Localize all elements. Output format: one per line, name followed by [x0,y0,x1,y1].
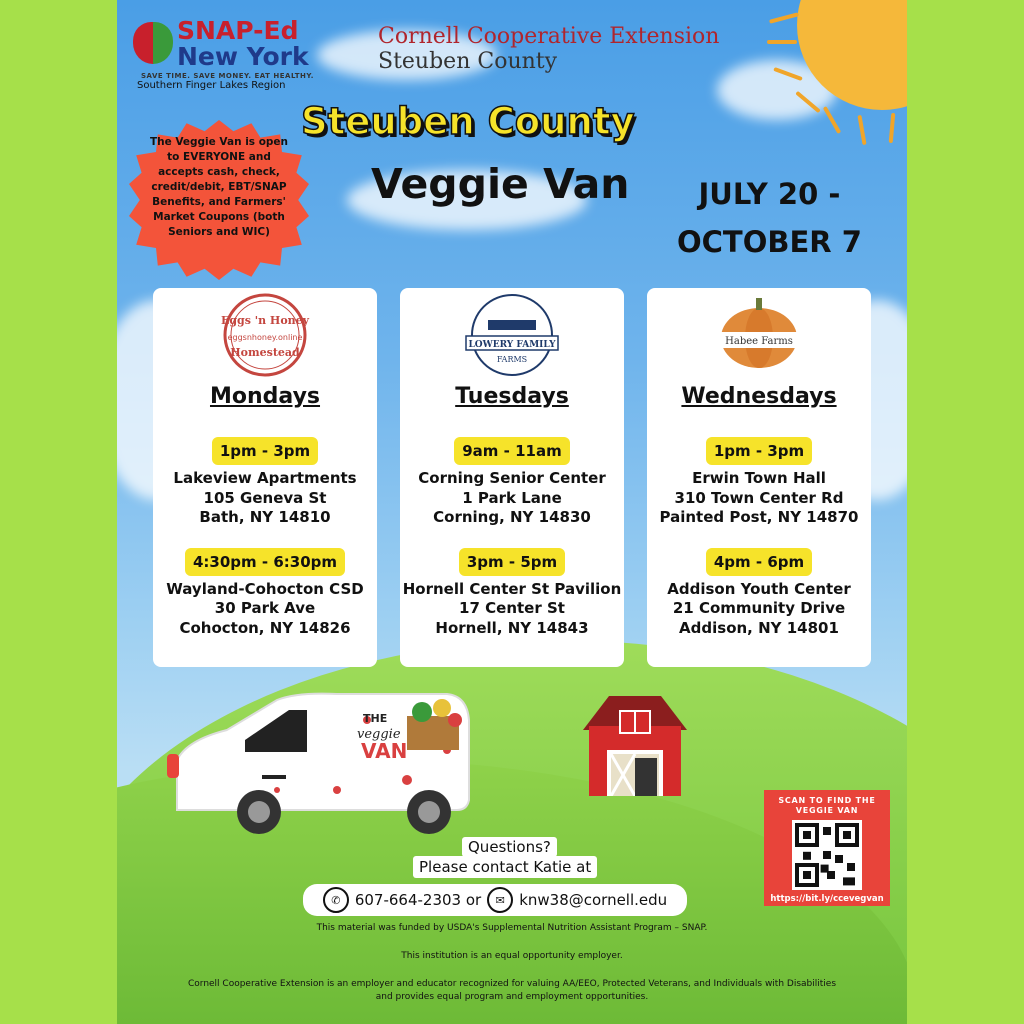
sun-ray [767,40,797,44]
cow-icon [488,320,536,330]
stop-name: Erwin Town Hall [692,469,826,487]
stop-location [400,469,624,528]
date-range [677,170,862,266]
qr-url[interactable]: https://bit.ly/ccevegvan [770,894,884,904]
time-badge: 4:30pm - 6:30pm [185,548,345,576]
stop-name: Addison Youth Center [667,579,851,598]
snap-ed-title: SNAP-Ed [177,16,299,45]
stop-location [153,469,377,528]
title-county: Steuben County [301,100,635,143]
stop-address: 21 Community Drive [672,599,846,617]
cce-name: Cornell Cooperative Extension [378,24,720,49]
eggs-n-honey-logo [153,288,377,378]
logo-text: LOWERY FAMILY [468,340,556,350]
logo-text: Habee Farms [725,336,793,347]
veggie-van-illustration [167,690,477,835]
questions-label: Questions? [462,837,557,857]
card-wednesdays [647,288,871,667]
card-tuesdays [400,288,624,667]
logo-subtext: eggsnhoney.online [227,333,303,342]
logo-text: Eggs 'n Honey [220,314,310,327]
barn-icon [579,688,691,796]
lowery-family-farms-logo [400,288,624,378]
stop-name: Lakeview Apartments [173,469,357,487]
sun-ray [889,113,896,143]
stop-location [647,580,871,639]
stop-address: 30 Park Ave [214,599,316,617]
day-heading: Mondays [209,384,321,409]
day-heading: Wednesdays [681,384,837,409]
time-badge: 4pm - 6pm [706,548,812,576]
stop-city: Hornell, NY 14843 [435,618,589,637]
stop-name: Wayland-Cohocton CSD [166,579,364,598]
habee-farms-logo [647,288,871,378]
time-badge: 1pm - 3pm [212,437,318,465]
cce-logo [378,24,719,74]
phone-icon: ✆ [323,887,349,913]
logo-bottom-text: Homestead [230,346,300,359]
title-veggie-van: Veggie Van [371,160,630,208]
contact-label: Please contact Katie at [413,856,597,878]
time-badge: 9am - 11am [454,437,570,465]
funding-note: This material was funded by USDA's Supplemental Nutrition Assistant Program – SNAP. [316,923,708,933]
email-address[interactable]: knw38@cornell.edu [519,891,668,909]
stop-location [400,580,624,639]
cce-eeo-line1: Cornell Cooperative Extension is an employer and educator recognized for valuing AA/EEO, Protected Veterans, and Individuals with Disabilities [187,979,837,989]
date-end: OCTOBER 7 [677,225,862,259]
stop-name: Corning Senior Center [418,469,606,487]
time-badge: 1pm - 3pm [706,437,812,465]
stop-address: 310 Town Center Rd [674,488,844,507]
stop-address: 17 Center St [459,599,565,617]
snap-ed-tagline: SAVE TIME. SAVE MONEY. EAT HEALTHY. [141,72,314,80]
flyer [117,0,907,1024]
phone-number[interactable]: 607-664-2303 or [354,891,482,909]
stop-city: Painted Post, NY 14870 [659,508,859,526]
stop-city: Addison, NY 14801 [679,618,839,637]
snap-ed-logo [133,18,333,91]
time-badge: 3pm - 5pm [459,548,565,576]
payment-info: The Veggie Van is open to EVERYONE and accepts cash, check, credit/debit, EBT/SNAP Benefits, and Farmers' Market Coupons (both Seniors and WIC) [149,136,289,238]
sun-ray [823,106,841,134]
van-text-the: THE [363,712,388,725]
stop-city: Corning, NY 14830 [433,508,591,526]
qr-code-panel [764,790,890,906]
stop-location [153,580,377,639]
logo-subtext: FARMS [496,355,528,364]
card-mondays [153,288,377,667]
eeo-note: This institution is an equal opportunity employer. [401,951,623,961]
apple-icon [133,22,173,64]
stop-city: Cohocton, NY 14826 [179,618,351,637]
cce-eeo-line2: and provides equal program and employment opportunities. [375,992,649,1002]
stop-city: Bath, NY 14810 [199,508,331,526]
van-text-van: VAN [361,739,408,763]
sun-ray [769,12,799,24]
day-heading: Tuesdays [455,384,569,409]
stop-location [647,469,871,528]
qr-label: SCAN TO FIND THE VEGGIE VAN [778,796,876,815]
stop-name: Hornell Center St Pavilion [402,579,622,598]
van-text-veggie: veggie [357,727,401,742]
envelope-icon: ✉ [487,887,513,913]
qr-code[interactable] [792,820,862,890]
snap-ed-region: Southern Finger Lakes Region [137,80,286,91]
stop-address: 105 Geneva St [203,488,327,507]
contact-bar [303,884,687,916]
date-start: JULY 20 - [698,177,841,211]
cce-county: Steuben County [378,49,558,74]
snap-ed-state: New York [177,42,309,71]
stop-address: 1 Park Lane [462,488,562,507]
sun-ray [857,115,866,145]
